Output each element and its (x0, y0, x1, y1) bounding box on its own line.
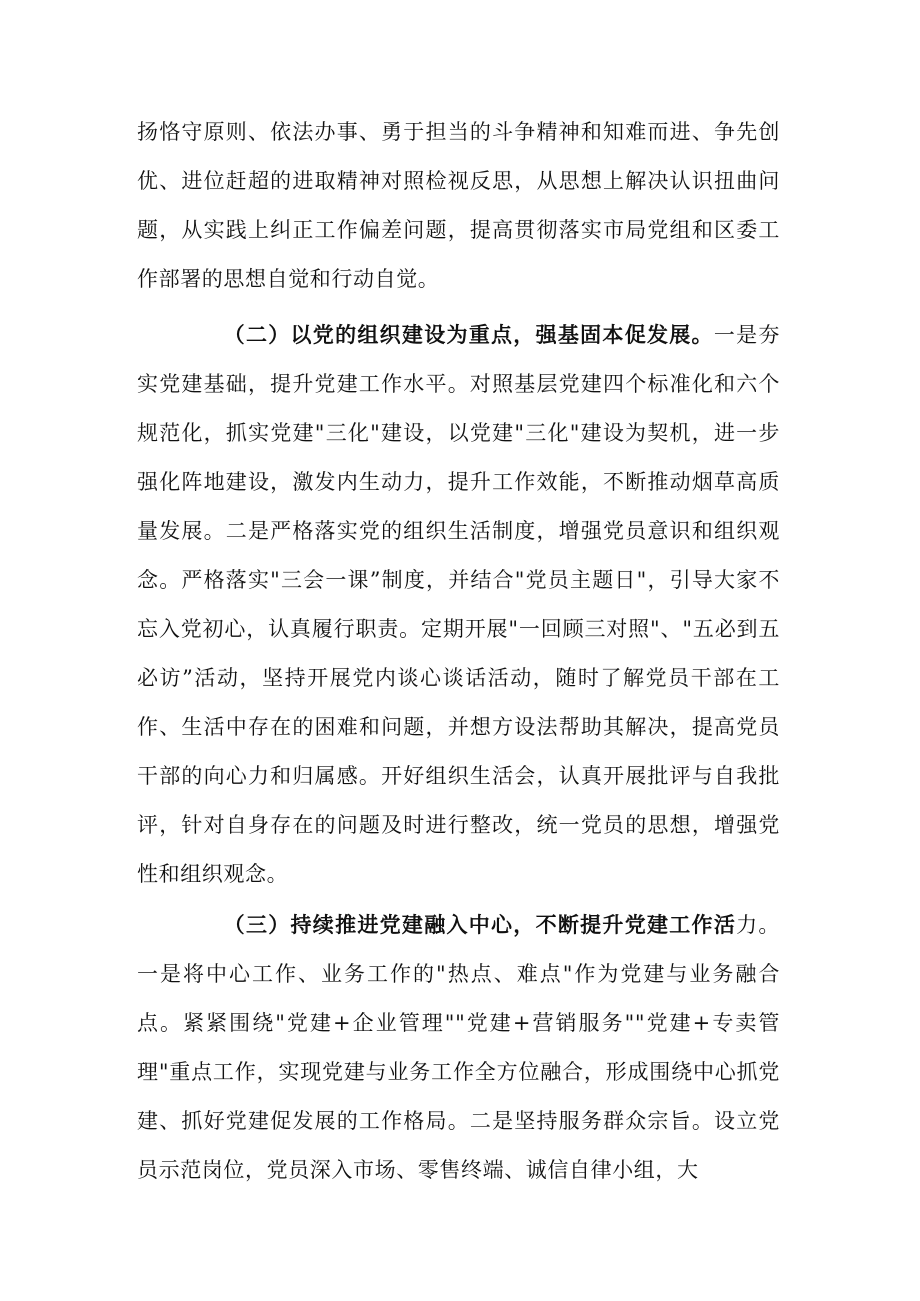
paragraph-1 (137, 108, 780, 304)
paragraph-3-text: 力。一是将中心工作、业务工作的"热点、难点"作为党建与业务融合点。紧紧围绕"党建+企业管理""党建+营销服务""党建+专卖管理"重点工作，实现党建与业务工作全方位融合，形成围绕中心抓党建、抓好党建促发展的工作格局。二是坚持服务群众宗旨。设立党员示范岗位，党员深入市场、零售终端、诚信自律小组，大 (137, 913, 780, 1182)
paragraph-2-heading: （二）以党的组织建设为重点，强基固本促发展。 (223, 322, 714, 347)
paragraph-2 (137, 310, 780, 899)
paragraph-3 (137, 900, 780, 1195)
paragraph-3-heading: （三）持续推进党建融入中心，不断提升党建工作活 (223, 912, 737, 937)
paragraph-2-text: 一是夯实党建基础，提升党建工作水平。对照基层党建四个标准化和六个规范化，抓实党建"三化"建设，以党建"三化"建设为契机，进一步强化阵地建设，激发内生动力，提升工作效能，不断推动烟草高质量发展。二是严格落实党的组织生活制度，增强党员意识和组织观念。严格落实"三会一课”制度，并结合"党员主题日"，引导大家不忘入党初心，认真履行职责。定期开展"一回顾三对照"、"五必到五必访”活动，坚持开展党内谈心谈话活动，随时了解党员干部在工作、生活中存在的困难和问题，并想方设法帮助其解决，提高党员干部的向心力和归属感。开好组织生活会，认真开展批评与自我批评，针对自身存在的问题及时进行整改，统一党员的思想，增强党性和组织观念。 (137, 323, 780, 886)
paragraph-1-text: 扬恪守原则、依法办事、勇于担当的斗争精神和知难而进、争先创优、进位赶超的进取精神对照检视反思，从思想上解决认识扭曲问题，从实践上纠正工作偏差问题，提高贯彻落实市局党组和区委工作部署的思想自觉和行动自觉。 (137, 120, 780, 291)
